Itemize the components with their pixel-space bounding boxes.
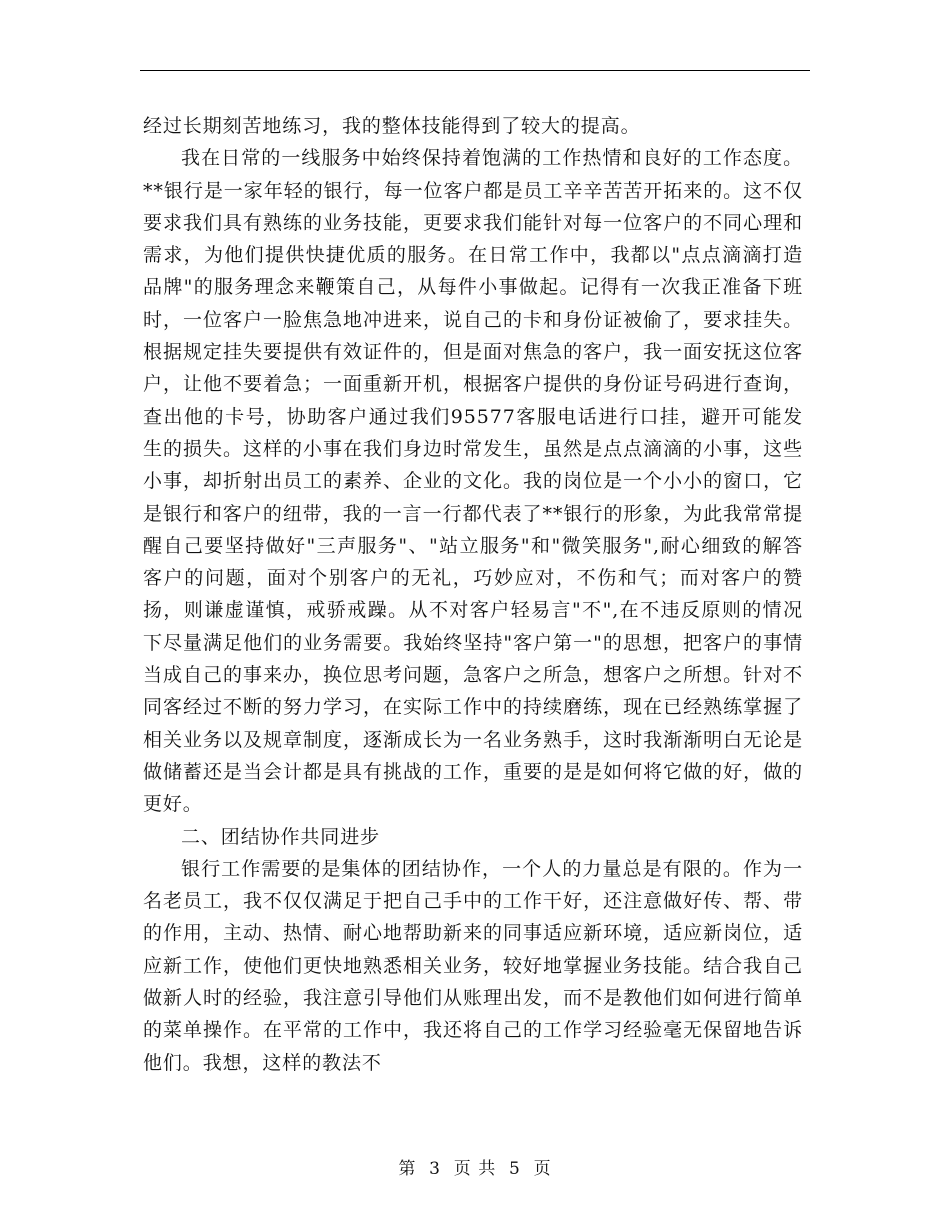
footer-current-page: 3 xyxy=(429,1159,448,1179)
footer-total-pages: 5 xyxy=(509,1159,528,1179)
section-heading-teamwork: 二、团结协作共同进步 xyxy=(181,825,381,848)
paragraph-service-attitude: 我在日常的一线服务中始终保持着饱满的工作热情和良好的工作态度。**银行是一家年轻的银行，每一位客户都是员工辛辛苦苦开拓来的。这不仅要求我们具有熟练的业务技能，更要求我们能针对每一位客户的不同心理和需求，为他们提供快捷优质的服务。在日常工作中，我都以"点点滴滴打造品牌"的服务理念来鞭策自己，从每件小事做起。记得有一次我正准备下班时，一位客户一脸焦急地冲进来，说自己的卡和身份证被偷了，要求挂失。根据规定挂失要提供有效证件的，但是面对焦急的客户，我一面安抚这位客户，让他不要着急；一面重新开机，根据客户提供的身份证号码进行查询，查出他的卡号，协助客户通过我们95577客服电话进行口挂，避开可能发生的损失。这样的小事在我们身边时常发生，虽然是点点滴滴的小事，这些小事，却折射出员工的素养、企业的文化。我的岗位是一个小小的窗口，它是银行和客户的纽带，我的一言一行都代表了**银行的形象，为此我常常提醒自己要坚持做好"三声服务"、"站立服务"和"微笑服务",耐心细致的解答客户的问题，面对个别客户的无礼，巧妙应对，不伤和气；而对客户的赞扬，则谦虚谨慎，戒骄戒躁。从不对客户轻易言"不",在不违反原则的情况下尽量满足他们的业务需要。我始终坚持"客户第一"的思想，把客户的事情当成自己的事来办，换位思考问题，急客户之所急，想客户之所想。针对不同客经过不断的努力学习，在实际工作中的持续磨练，现在已经熟练掌握了相关业务以及规章制度，逐渐成长为一名业务熟手，这时我渐渐明白无论是做储蓄还是当会计都是具有挑战的工作，重要的是是如何将它做的好，做的更好。 xyxy=(143,147,803,816)
page-footer xyxy=(0,1154,950,1179)
paragraph-continuation: 经过长期刻苦地练习，我的整体技能得到了较大的提高。 xyxy=(143,115,641,137)
document-body xyxy=(143,110,803,1079)
footer-suffix: 页 xyxy=(533,1159,552,1179)
paragraph-teamwork: 银行工作需要的是集体的团结协作，一个人的力量总是有限的。作为一名老员工，我不仅仅满足于把自己手中的工作干好，还注意做好传、帮、带的作用，主动、热情、耐心地帮助新来的同事适应新环境，适应新岗位，适应新工作，使他们更快地熟悉相关业务，较好地掌握业务技能。结合我自己做新人时的经验，我注意引导他们从账理出发，而不是教他们如何进行简单的菜单操作。在平常的工作中，我还将自己的工作学习经验毫无保留地告诉他们。我想，这样的教法不 xyxy=(143,857,803,1074)
header-rule xyxy=(140,70,810,71)
footer-middle: 页 共 xyxy=(453,1159,503,1179)
footer-prefix: 第 xyxy=(398,1159,423,1179)
